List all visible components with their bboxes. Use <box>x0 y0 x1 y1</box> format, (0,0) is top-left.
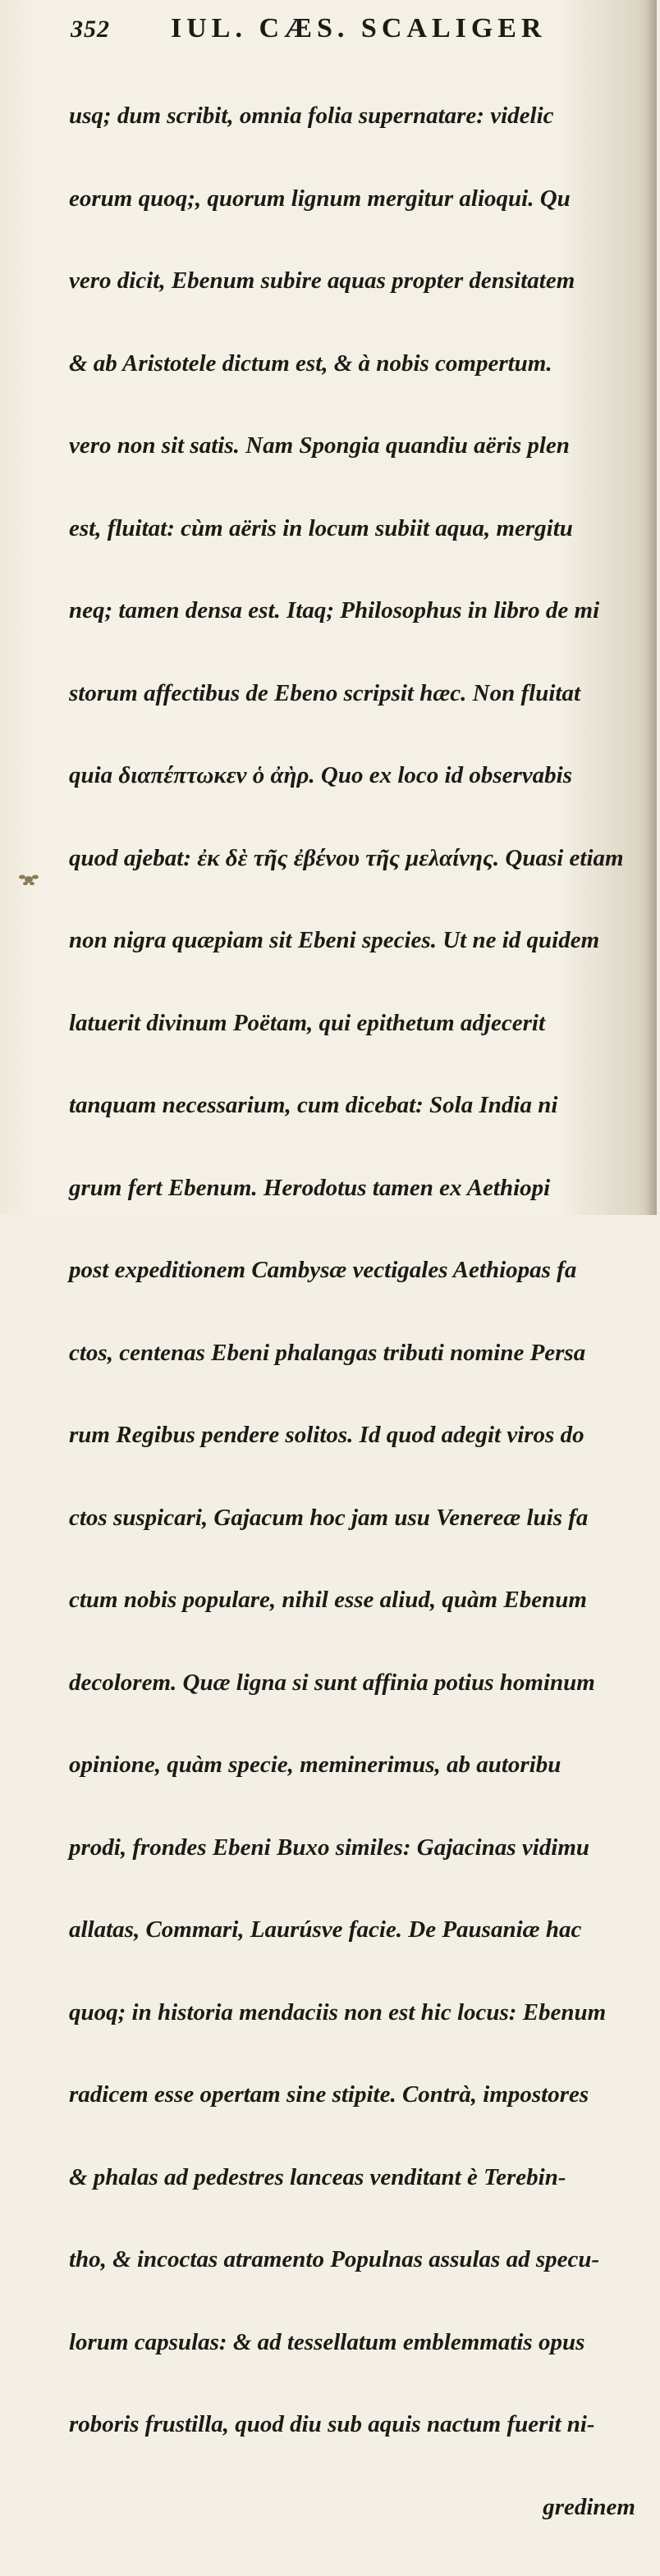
text-line: vero non sit satis. Nam Spongia quandiu aëris plen <box>69 432 570 459</box>
printer-fleuron-icon <box>18 871 39 888</box>
text-line: quod ajebat: ἐκ δὲ τῆς ἐβένου τῆς μελαίνης. Quasi etiam <box>69 844 624 871</box>
text-line: ctos suspicari, Gajacum hoc jam usu Venereæ luis fa <box>69 1504 589 1531</box>
text-line: vero dicit, Ebenum subire aquas propter densitatem <box>69 267 575 294</box>
text-line: radicem esse opertam sine stipite. Contrà, impostores <box>69 2081 589 2108</box>
catchword: gredinem <box>543 2493 635 2520</box>
text-line: prodi, frondes Ebeni Buxo similes: Gajacinas vidimu <box>69 1834 590 1861</box>
text-line: non nigra quæpiam sit Ebeni species. Ut ne id quidem <box>69 927 600 953</box>
page-header <box>71 13 645 49</box>
text-line: roboris frustilla, quod diu sub aquis nactum fuerit ni- <box>69 2411 595 2437</box>
text-line: tanquam necessarium, cum dicebat: Sola India ni <box>69 1092 558 1118</box>
text-line: & ab Aristotele dictum est, & à nobis compertum. <box>69 349 552 377</box>
text-line: grum fert Ebenum. Herodotus tamen ex Aethiopi <box>69 1174 551 1201</box>
text-line: rum Regibus pendere solitos. Id quod adegit viros do <box>69 1422 584 1448</box>
text-line: quoq; in historia mendaciis non est hic locus: Ebenum <box>69 1998 607 2026</box>
text-line: latuerit divinum Poëtam, qui epithetum adjecerit <box>69 1009 545 1036</box>
page-number: 352 <box>71 16 110 43</box>
text-line: tho, & incoctas atramento Populnas assulas ad specu- <box>69 2246 600 2272</box>
body-text <box>69 48 660 2576</box>
running-title: IUL. CÆS. SCALIGER <box>171 13 547 43</box>
text-line: quia διαπέπτωκεν ὁ ἀὴρ. Quo ex loco id observabis <box>69 762 572 788</box>
page-edge-shadow <box>645 0 657 1215</box>
text-line: opinione, quàm specie, meminerimus, ab autoribu <box>69 1752 561 1778</box>
text-line: eorum quoq;, quorum lignum mergitur alioqui. Qu <box>69 185 571 212</box>
text-line: ctum nobis populare, nihil esse aliud, quàm Ebenum <box>69 1587 587 1613</box>
text-line: allatas, Commari, Laurúsve facie. De Pausaniæ hac <box>69 1916 582 1943</box>
text-line: post expeditionem Cambysæ vectigales Aethiopas fa <box>69 1257 577 1283</box>
text-line: ctos, centenas Ebeni phalangas tributi nomine Persa <box>69 1339 586 1366</box>
text-line: neq; tamen densa est. Itaq; Philosophus in libro de mi <box>69 597 600 623</box>
text-line: storum affectibus de Ebeno scripsit hæc. Non fluitat <box>69 679 581 706</box>
text-line: decolorem. Quæ ligna si sunt affinia potius hominum <box>69 1669 595 1696</box>
text-line: est, fluitat: cùm aëris in locum subiit aqua, mergitu <box>69 514 573 541</box>
text-line: & phalas ad pedestres lanceas venditant è Terebin- <box>69 2163 566 2190</box>
text-line: lorum capsulas: & ad tessellatum emblemmatis opus <box>69 2328 585 2355</box>
text-line: usq; dum scribit, omnia folia supernatare: videlic <box>69 103 554 129</box>
